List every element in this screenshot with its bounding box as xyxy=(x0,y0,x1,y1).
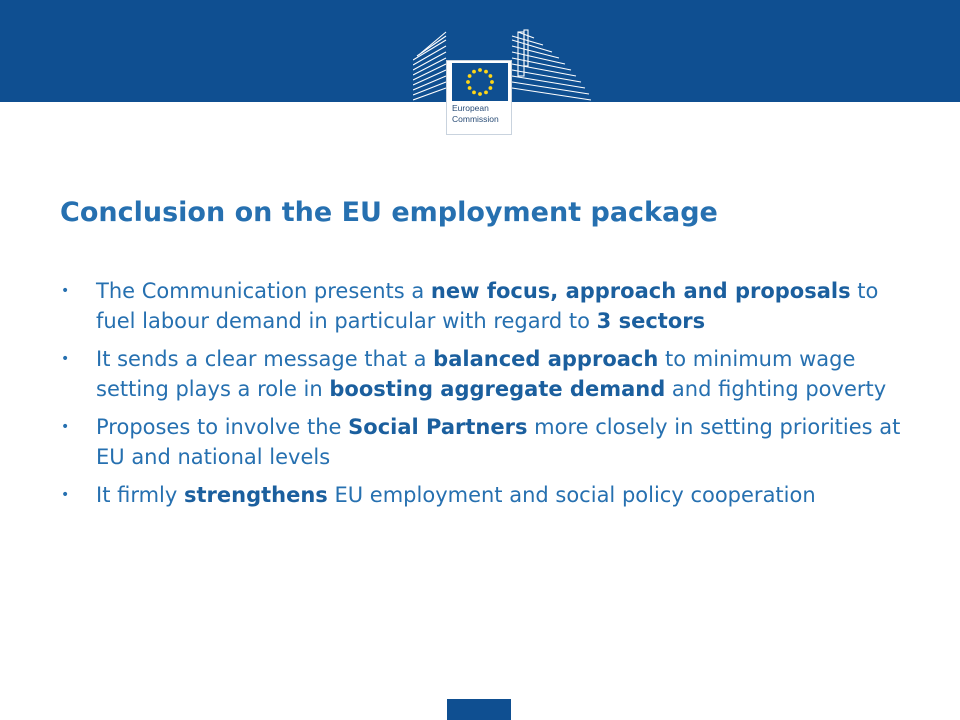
logo-line-2: Commission xyxy=(452,114,499,124)
eu-flag-icon xyxy=(452,63,508,101)
bullet-item xyxy=(60,344,910,404)
logo-line-1: European xyxy=(452,103,489,113)
bullet-text: to fuel labour demand in particular with regard to xyxy=(96,279,879,333)
bullet-emphasis: new focus, approach and proposals xyxy=(430,279,851,303)
bullet-dot-icon: • xyxy=(61,351,70,367)
bullet-dot-icon: • xyxy=(61,283,70,299)
bullet-item xyxy=(60,276,910,336)
bullet-emphasis: balanced approach xyxy=(433,347,659,371)
european-commission-emblem xyxy=(446,60,512,135)
slide-title: Conclusion on the EU employment package xyxy=(60,197,718,228)
bullet-item xyxy=(60,412,910,472)
bullet-emphasis: boosting aggregate demand xyxy=(329,377,666,401)
bullet-text: Proposes to involve the xyxy=(96,415,349,439)
bullet-text: more closely in setting priorities at EU and national levels xyxy=(96,415,901,469)
bullet-text: It firmly xyxy=(96,483,184,507)
footer-tab xyxy=(447,699,511,720)
bullet-emphasis: Social Partners xyxy=(348,415,528,439)
bullet-text: to minimum wage setting plays a role in xyxy=(96,347,856,401)
bullet-dot-icon: • xyxy=(61,487,70,503)
bullet-text: EU employment and social policy cooperation xyxy=(327,483,816,507)
bullet-emphasis: 3 sectors xyxy=(596,309,706,333)
bullet-list xyxy=(60,276,910,518)
bullet-text: It sends a clear message that a xyxy=(96,347,434,371)
bullet-text: The Communication presents a xyxy=(96,279,431,303)
bullet-emphasis: strengthens xyxy=(184,483,328,507)
commission-wordmark xyxy=(452,103,510,125)
bullet-item xyxy=(60,480,910,510)
bullet-dot-icon: • xyxy=(61,419,70,435)
building-stripes-left xyxy=(413,32,446,100)
bullet-text: and fighting poverty xyxy=(665,377,887,401)
